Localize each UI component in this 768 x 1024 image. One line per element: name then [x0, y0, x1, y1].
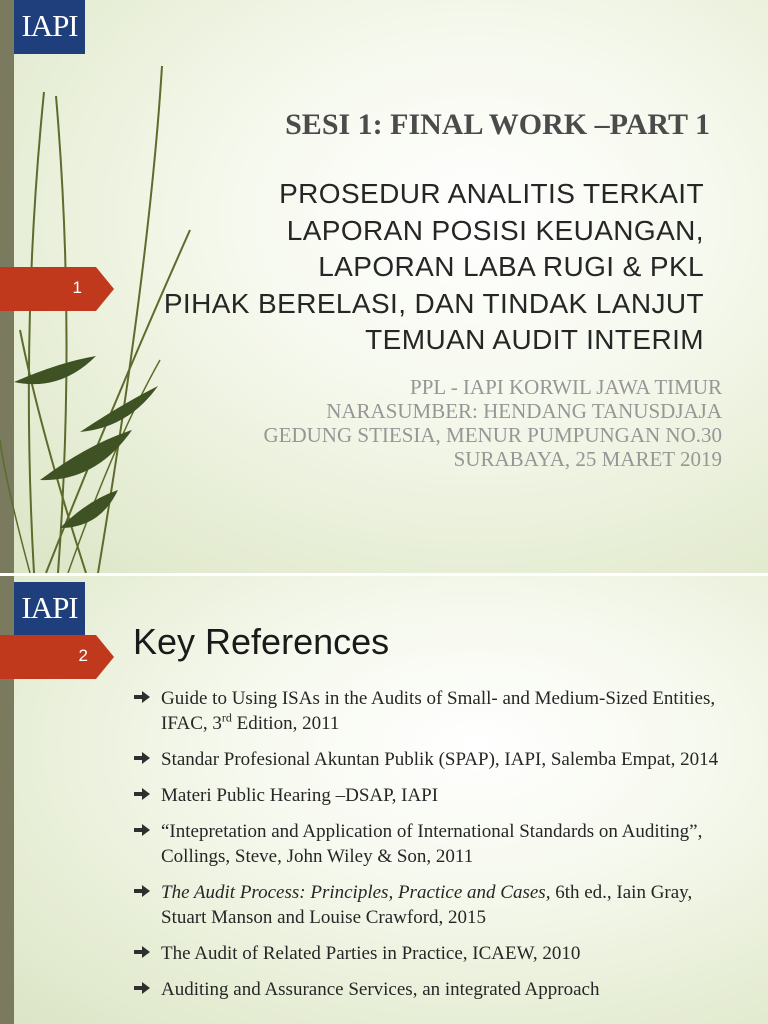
list-item: The Audit Process: Principles, Practice and Cases, 6th ed., Iain Gray, Stuart Manson and Louise Crawford, 2015	[132, 880, 732, 930]
list-item: Standar Profesional Akuntan Publik (SPAP), IAPI, Salemba Empat, 2014	[132, 747, 732, 772]
info-line: SURABAYA, 25 MARET 2019	[453, 447, 722, 471]
right-arrow-bullet-icon	[134, 982, 150, 994]
right-arrow-bullet-icon	[134, 691, 150, 703]
slide-number-tag	[0, 267, 114, 311]
info-line: PPL - IAPI KORWIL JAWA TIMUR	[410, 375, 722, 399]
list-item: The Audit of Related Parties in Practice, ICAEW, 2010	[132, 941, 732, 966]
right-arrow-bullet-icon	[134, 824, 150, 836]
slide-2	[0, 576, 768, 1024]
right-arrow-bullet-icon	[134, 946, 150, 958]
iapi-logo: IAPI	[14, 0, 85, 54]
event-info	[120, 375, 722, 471]
iapi-logo: IAPI	[14, 582, 85, 636]
list-item: Guide to Using ISAs in the Audits of Small- and Medium-Sized Entities, IFAC, 3rd Edition, 2011	[132, 686, 732, 736]
subtitle-line: LAPORAN LABA RUGI & PKL	[318, 251, 704, 282]
list-item: Auditing and Assurance Services, an integrated Approach	[132, 977, 732, 1002]
right-arrow-bullet-icon	[134, 885, 150, 897]
slide-number-tag	[0, 635, 114, 679]
slide-number: 2	[78, 646, 88, 665]
right-arrow-bullet-icon	[134, 788, 150, 800]
subtitle-line: PROSEDUR ANALITIS TERKAIT	[279, 178, 704, 209]
subtitle-line: TEMUAN AUDIT INTERIM	[365, 324, 704, 355]
references-list	[132, 686, 732, 1013]
subtitle-line: PIHAK BERELASI, DAN TINDAK LANJUT	[163, 287, 704, 319]
list-item: Materi Public Hearing –DSAP, IAPI	[132, 783, 732, 808]
info-line: GEDUNG STIESIA, MENUR PUMPUNGAN NO.30	[263, 423, 722, 447]
slide-heading: Key References	[133, 621, 390, 662]
info-line: NARASUMBER: HENDANG TANUSDJAJA	[326, 399, 722, 423]
subtitle-line: LAPORAN POSISI KEUANGAN,	[286, 214, 704, 246]
slide-title: SESI 1: FINAL WORK –PART 1	[285, 108, 710, 141]
list-item: “Intepretation and Application of International Standards on Auditing”, Collings, Steve, John Wiley & Son, 2011	[132, 819, 732, 869]
slide-subtitle	[120, 176, 704, 359]
right-arrow-bullet-icon	[134, 752, 150, 764]
slide-number: 1	[72, 278, 82, 297]
